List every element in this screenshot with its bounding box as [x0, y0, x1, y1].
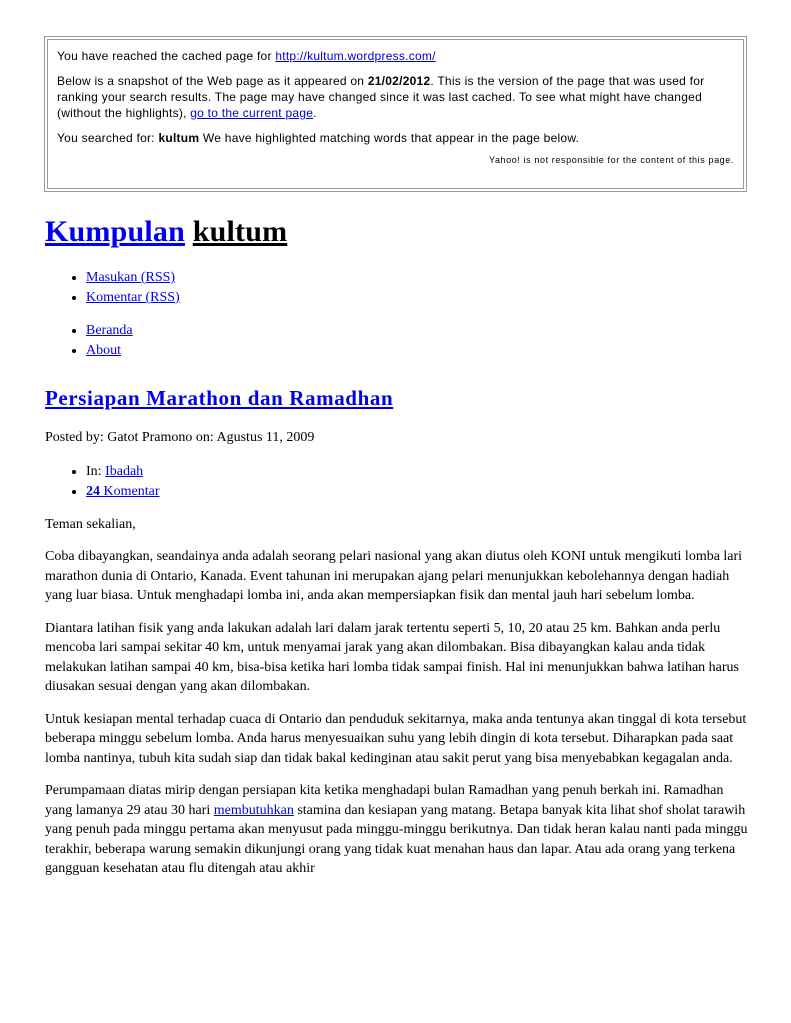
category-link[interactable]: Ibadah: [105, 463, 144, 479]
cache-notice-inner: [47, 39, 744, 189]
category-prefix: In:: [86, 463, 102, 479]
current-page-link[interactable]: go to the current page: [190, 106, 314, 120]
nav-link-beranda[interactable]: Beranda: [86, 323, 133, 338]
post-paragraph-3: Untuk kesiapan mental terhadap cuaca di Ontario dan penduduk sekitarnya, maka anda tentunya akan tinggal di kota tersebut beberapa minggu sebelum lomba. Anda harus menyesuaikan suhu yang lebih dingin di kota tersebut. Diharapkan pada saat lomba nantinya, tubuh kita sudah siap dan tidak bakal kedinginan atau sakit perut yang bisa menyebabkan kegagalan anda.: [45, 711, 747, 766]
snapshot-prefix: Below is a snapshot of the Web page as it appeared on: [57, 74, 365, 88]
post-paragraph-2: Diantara latihan fisik yang anda lakukan adalah lari dalam jarak tertentu seperti 5, 10, 20 atau 25 km. Bahkan anda perlu mencoba lari sampai sekitar 40 km, untuk menyamai jarak yang akan dilombakan. Bisa dibayangkan kalau anda tidak melakukan latihan sampai 40 km, bisa-bisa ketika hari lomba tidak sampai finish. Hal ini menunjukkan bahwa latihan harus diusakan sesuai dengan yang akan dilombakan.: [45, 620, 739, 694]
list-item: [86, 462, 753, 482]
snapshot-suffix: . This is the version of the page that was used for ranking your search results. The page may have changed since it was last cached. To see what might have changed (without the highlights),: [57, 74, 705, 120]
list-item: [86, 341, 753, 361]
nav-link-about[interactable]: About: [86, 343, 121, 358]
membutuhkan-link[interactable]: membutuhkan: [213, 802, 294, 818]
cache-notice-search: [57, 130, 734, 146]
search-term: kultum: [158, 131, 200, 145]
cache-disclaimer: Yahoo! is not responsible for the content of this page.: [489, 155, 734, 165]
cache-notice-line1: [57, 48, 734, 64]
post-meta: Posted by: Gatot Pramono on: Agustus 11, 2009: [45, 430, 315, 445]
post-paragraph-1: Coba dibayangkan, seandainya anda adalah seorang pelari nasional yang akan diutus oleh KONI untuk mengikuti lomba lari marathon dunia di Ontario, Kanada. Event tahunan ini merupakan ajang pelari menunjukkan kebolehannya dengan hadiah yang luar biasa. Untuk menghadapi lomba ini, anda akan mempersiapkan fisik dan mental jauh hari sebelum lomba.: [45, 549, 743, 603]
cache-notice-box: [44, 36, 747, 192]
rss-comments-link[interactable]: Komentar (RSS): [86, 290, 180, 305]
page-content: [45, 212, 753, 892]
post-paragraph-4: [45, 781, 753, 879]
blog-title-highlight: kultum: [192, 215, 288, 248]
list-item: [86, 482, 753, 502]
nav-links-list: [45, 321, 753, 361]
snapshot-period: .: [313, 106, 317, 120]
searched-prefix: You searched for:: [57, 131, 155, 145]
post-greeting: Teman sekalian,: [45, 516, 136, 532]
list-item: [86, 268, 753, 288]
rss-entries-link[interactable]: Masukan (RSS): [86, 270, 176, 285]
comments-count: 24: [86, 483, 100, 499]
searched-suffix: We have highlighted matching words that appear in the page below.: [202, 131, 580, 145]
cache-notice-snapshot: [57, 73, 734, 121]
post-title: [45, 384, 753, 412]
cache-notice-prefix: You have reached the cached page for: [57, 49, 272, 63]
blog-title-link[interactable]: Kumpulan: [45, 215, 185, 248]
snapshot-date: 21/02/2012: [367, 74, 431, 88]
comments-link[interactable]: [86, 484, 159, 499]
comments-label: Komentar: [103, 483, 160, 499]
list-item: [86, 288, 753, 308]
blog-title: [45, 212, 753, 252]
cached-url-link[interactable]: http://kultum.wordpress.com/: [275, 49, 436, 63]
paragraph-4-part-a: Perumpamaan diatas mirip dengan persiapan kita ketika menghadapi bulan Ramadhan yang penuh berkah ini. Ramadhan yang lamanya 29 atau 30 hari: [45, 783, 724, 818]
paragraph-4-part-b: stamina dan kesiapan yang matang. Betapa banyak kita lihat shof sholat tarawih yang penuh pada minggu pertama akan menyusut pada minggu-minggu berikutnya. Dan tidak heran kalau nanti pada minggu terakhir, beberapa warung semakin dikunjungi orang yang tidak kuat menahan haus dan lapar. Atau ada orang yang terkena gangguan kesehatan atau flu ditengah atau akhir: [45, 802, 748, 876]
list-item: [86, 321, 753, 341]
feed-links-list: [45, 268, 753, 308]
post-info-list: [45, 462, 753, 502]
post-title-link[interactable]: Persiapan Marathon dan Ramadhan: [45, 386, 394, 410]
